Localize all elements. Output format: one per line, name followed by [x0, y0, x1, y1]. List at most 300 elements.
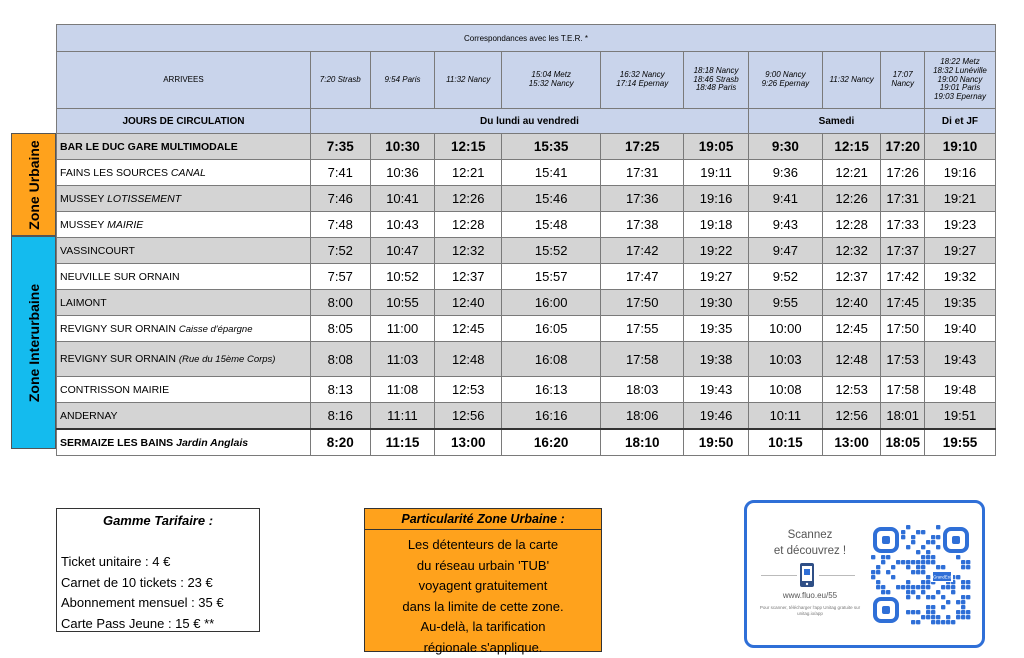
departure-time: 11:15: [370, 429, 435, 456]
days-weekday: Du lundi au vendredi: [310, 109, 748, 134]
arrival-line: 7:20 Strasb: [311, 76, 370, 85]
arrival-line: 9:00 Nancy: [749, 71, 822, 80]
qr-badge: GrandEst: [933, 575, 952, 580]
departure-time: 19:51: [924, 403, 995, 430]
qr-module: [966, 615, 970, 619]
departure-time: 7:46: [310, 186, 370, 212]
qr-module: [936, 615, 940, 619]
qr-module: [926, 595, 930, 599]
departure-time: 19:43: [924, 342, 995, 377]
departure-time: 7:52: [310, 238, 370, 264]
departure-time: 12:37: [822, 264, 881, 290]
departure-time: 12:40: [435, 290, 502, 316]
qr-module: [921, 555, 925, 559]
arrival-line: 18:46 Strasb: [684, 76, 748, 85]
stop-name-cell: [57, 160, 311, 186]
qr-scan-line: et découvrez !: [755, 543, 865, 559]
zone-interurbaine-label: Zone Interurbaine: [26, 283, 42, 401]
qr-module: [921, 580, 925, 584]
stop-row: [57, 212, 996, 238]
departure-time: 12:26: [435, 186, 502, 212]
qr-module: [961, 600, 965, 604]
qr-module: [886, 570, 890, 574]
stop-name-cell: [57, 290, 311, 316]
qr-module: [931, 560, 935, 564]
qr-module: [966, 610, 970, 614]
stop-name-cell: [57, 212, 311, 238]
qr-module: [951, 590, 955, 594]
departure-time: 19:27: [924, 238, 995, 264]
departure-time: 19:43: [684, 377, 749, 403]
departure-time: 12:28: [435, 212, 502, 238]
phone-icon: [798, 562, 816, 588]
qr-module: [956, 555, 960, 559]
stop-row: [57, 429, 996, 456]
departure-time: 10:08: [748, 377, 822, 403]
departure-time: 7:57: [310, 264, 370, 290]
qr-card[interactable]: [744, 500, 985, 648]
arrivees-label: ARRIVEES: [57, 52, 311, 109]
qr-module: [931, 620, 935, 624]
qr-module: [886, 555, 890, 559]
qr-module: [941, 620, 945, 624]
departure-time: 15:48: [502, 212, 601, 238]
departure-time: 8:08: [310, 342, 370, 377]
departure-time: 11:00: [370, 316, 435, 342]
stop-name: MUSSEY: [60, 193, 104, 205]
arrival-line: 17:14 Epernay: [601, 80, 683, 89]
arrival-cell: [881, 52, 925, 109]
header-arrivals-row: [57, 52, 996, 109]
departure-time: 17:47: [601, 264, 684, 290]
qr-module: [936, 535, 940, 539]
particularite-title: Particularité Zone Urbaine :: [365, 509, 601, 530]
departure-time: 12:53: [435, 377, 502, 403]
departure-time: 13:00: [435, 429, 502, 456]
departure-time: 16:05: [502, 316, 601, 342]
qr-module: [931, 615, 935, 619]
qr-module: [916, 570, 920, 574]
qr-module: [901, 585, 905, 589]
qr-module: [951, 585, 955, 589]
departure-time: 11:11: [370, 403, 435, 430]
qr-module: [966, 595, 970, 599]
arrival-line: Nancy: [881, 80, 924, 89]
departure-time: 11:08: [370, 377, 435, 403]
qr-module: [936, 545, 940, 549]
arrival-cell: [684, 52, 749, 109]
qr-module: [921, 560, 925, 564]
qr-module: [936, 525, 940, 529]
departure-time: 17:38: [601, 212, 684, 238]
qr-module: [916, 550, 920, 554]
qr-module: [886, 590, 890, 594]
qr-module: [911, 570, 915, 574]
qr-module: [961, 560, 965, 564]
stop-name-cell: [57, 186, 311, 212]
departure-time: 19:46: [684, 403, 749, 430]
departure-time: 9:47: [748, 238, 822, 264]
arrival-line: 17:07: [881, 71, 924, 80]
departure-time: 12:15: [822, 134, 881, 160]
arrival-line: 18:22 Metz: [925, 58, 995, 67]
days-saturday: Samedi: [748, 109, 924, 134]
departure-time: 19:18: [684, 212, 749, 238]
arrival-cell: [924, 52, 995, 109]
departure-time: 8:05: [310, 316, 370, 342]
departure-time: 17:31: [881, 186, 925, 212]
arrival-line: 19:00 Nancy: [925, 76, 995, 85]
stop-suffix: (Rue du 15ème Corps): [179, 354, 276, 365]
tarif-line: Abonnement mensuel : 35 €: [61, 593, 224, 614]
departure-time: 9:52: [748, 264, 822, 290]
departure-time: 17:37: [881, 238, 925, 264]
qr-module: [916, 560, 920, 564]
tarif-line: Carte Pass Jeune : 15 € **: [61, 614, 224, 635]
qr-module: [926, 580, 930, 584]
divider: [819, 575, 855, 576]
timetable: [56, 24, 996, 456]
departure-time: 17:50: [601, 290, 684, 316]
qr-module: [881, 560, 885, 564]
divider: [761, 575, 797, 576]
departure-time: 19:55: [924, 429, 995, 456]
departure-time: 15:41: [502, 160, 601, 186]
stop-row: [57, 377, 996, 403]
qr-module: [881, 585, 885, 589]
qr-module: [916, 530, 920, 534]
stop-name-cell: [57, 342, 311, 377]
departure-time: 12:32: [435, 238, 502, 264]
qr-module: [956, 615, 960, 619]
qr-module: [921, 570, 925, 574]
qr-module: [921, 545, 925, 549]
particularite-line: du réseau urbain 'TUB': [365, 556, 601, 577]
departure-time: 7:41: [310, 160, 370, 186]
departure-time: 12:48: [435, 342, 502, 377]
qr-module: [906, 565, 910, 569]
qr-module: [921, 585, 925, 589]
qr-module: [926, 585, 930, 589]
stop-name: NEUVILLE SUR ORNAIN: [60, 271, 180, 283]
header-days-row: [57, 109, 996, 134]
departure-time: 19:16: [924, 160, 995, 186]
stop-name: SERMAIZE LES BAINS: [60, 437, 173, 449]
departure-time: 10:00: [748, 316, 822, 342]
qr-module: [926, 540, 930, 544]
qr-module: [941, 565, 945, 569]
departure-time: 9:36: [748, 160, 822, 186]
qr-module: [911, 620, 915, 624]
qr-module: [951, 620, 955, 624]
qr-module: [936, 565, 940, 569]
stop-row: [57, 403, 996, 430]
days-sunday: Di et JF: [924, 109, 995, 134]
qr-module: [961, 585, 965, 589]
departure-time: 8:20: [310, 429, 370, 456]
qr-module: [926, 610, 930, 614]
stop-row: [57, 342, 996, 377]
departure-time: 19:10: [924, 134, 995, 160]
departure-time: 8:00: [310, 290, 370, 316]
qr-module: [911, 560, 915, 564]
departure-time: 9:30: [748, 134, 822, 160]
qr-module: [906, 595, 910, 599]
departure-time: 19:32: [924, 264, 995, 290]
departure-time: 17:58: [881, 377, 925, 403]
qr-module: [901, 530, 905, 534]
arrival-line: 18:18 Nancy: [684, 67, 748, 76]
tarif-line: Carnet de 10 tickets : 23 €: [61, 573, 224, 594]
qr-module: [966, 585, 970, 589]
qr-module: [911, 585, 915, 589]
qr-module: [926, 605, 930, 609]
departure-time: 19:48: [924, 377, 995, 403]
departure-time: 12:32: [822, 238, 881, 264]
particularite-box: [364, 508, 602, 652]
departure-time: 15:35: [502, 134, 601, 160]
departure-time: 19:22: [684, 238, 749, 264]
arrival-line: 19:03 Epernay: [925, 93, 995, 102]
qr-module: [891, 575, 895, 579]
stop-name: VASSINCOURT: [60, 245, 135, 257]
qr-module: [876, 570, 880, 574]
departure-time: 10:11: [748, 403, 822, 430]
qr-module: [946, 585, 950, 589]
departure-time: 17:31: [601, 160, 684, 186]
departure-time: 10:15: [748, 429, 822, 456]
qr-module: [871, 570, 875, 574]
stop-name-cell: [57, 316, 311, 342]
qr-module: [941, 605, 945, 609]
stop-name-cell: [57, 403, 311, 430]
arrival-line: 18:48 Paris: [684, 84, 748, 93]
qr-url[interactable]: www.fluo.eu/55: [755, 591, 865, 600]
particularite-line: voyagent gratuitement: [365, 576, 601, 597]
departure-time: 12:21: [435, 160, 502, 186]
departure-time: 10:52: [370, 264, 435, 290]
departure-time: 10:03: [748, 342, 822, 377]
qr-module: [911, 610, 915, 614]
qr-module: [961, 615, 965, 619]
qr-module: [956, 610, 960, 614]
qr-module: [916, 565, 920, 569]
arrival-cell: [310, 52, 370, 109]
stop-suffix: MAIRIE: [107, 219, 143, 231]
departure-time: 18:01: [881, 403, 925, 430]
qr-module: [876, 585, 880, 589]
qr-module: [931, 540, 935, 544]
departure-time: 9:43: [748, 212, 822, 238]
departure-time: 16:20: [502, 429, 601, 456]
arrival-line: 11:32 Nancy: [823, 76, 881, 85]
departure-time: 16:16: [502, 403, 601, 430]
stop-name: LAIMONT: [60, 297, 107, 309]
qr-module: [966, 560, 970, 564]
qr-module: [926, 615, 930, 619]
stop-name-cell: [57, 134, 311, 160]
qr-module: [896, 585, 900, 589]
tarif-title: Gamme Tarifaire :: [57, 513, 259, 528]
arrival-cell: [502, 52, 601, 109]
qr-module: [931, 535, 935, 539]
qr-module: [911, 540, 915, 544]
particularite-line: régionale s'applique.: [365, 638, 601, 658]
stop-row: [57, 290, 996, 316]
departure-time: 17:50: [881, 316, 925, 342]
departure-time: 13:00: [822, 429, 881, 456]
qr-module: [881, 590, 885, 594]
departure-time: 12:26: [822, 186, 881, 212]
qr-scan-line: Scannez: [755, 527, 865, 543]
qr-module: [901, 535, 905, 539]
qr-module: [901, 560, 905, 564]
stop-name-cell: [57, 238, 311, 264]
departure-time: 19:40: [924, 316, 995, 342]
departure-time: 12:45: [435, 316, 502, 342]
stop-name: REVIGNY SUR ORNAIN: [60, 353, 176, 365]
stop-suffix: Caisse d'épargne: [179, 324, 253, 335]
qr-module: [921, 590, 925, 594]
stop-name: BAR LE DUC GARE MULTIMODALE: [60, 141, 238, 153]
departure-time: 12:45: [822, 316, 881, 342]
qr-module: [966, 580, 970, 584]
stop-row: [57, 316, 996, 342]
qr-module: [906, 580, 910, 584]
departure-time: 11:03: [370, 342, 435, 377]
departure-time: 17:58: [601, 342, 684, 377]
qr-module: [941, 595, 945, 599]
qr-module: [931, 605, 935, 609]
departure-time: 9:41: [748, 186, 822, 212]
departure-time: 17:42: [881, 264, 925, 290]
tarif-box: [56, 508, 260, 632]
qr-module: [906, 545, 910, 549]
stop-suffix: CANAL: [171, 167, 206, 179]
arrival-cell: [601, 52, 684, 109]
departure-time: 17:42: [601, 238, 684, 264]
stop-name: REVIGNY SUR ORNAIN: [60, 323, 176, 335]
stop-name-cell: [57, 264, 311, 290]
qr-module: [876, 580, 880, 584]
jours-label: JOURS DE CIRCULATION: [57, 109, 311, 134]
zone-urbaine-label: Zone Urbaine: [26, 140, 42, 229]
qr-module: [916, 595, 920, 599]
departure-time: 15:52: [502, 238, 601, 264]
zone-urbaine-band: [11, 133, 56, 236]
arrival-line: 19:01 Paris: [925, 84, 995, 93]
departure-time: 10:43: [370, 212, 435, 238]
departure-time: 10:41: [370, 186, 435, 212]
departure-time: 10:47: [370, 238, 435, 264]
departure-time: 17:55: [601, 316, 684, 342]
qr-module: [921, 565, 925, 569]
stop-suffix: Jardin Anglais: [176, 437, 248, 449]
departure-time: 19:35: [924, 290, 995, 316]
qr-module: [946, 620, 950, 624]
qr-module: [916, 585, 920, 589]
qr-module: [961, 580, 965, 584]
departure-time: 18:03: [601, 377, 684, 403]
departure-time: 8:16: [310, 403, 370, 430]
departure-time: 15:57: [502, 264, 601, 290]
arrival-line: 18:32 Lunéville: [925, 67, 995, 76]
departure-time: 19:30: [684, 290, 749, 316]
qr-module: [936, 620, 940, 624]
arrival-line: 15:32 Nancy: [502, 80, 600, 89]
departure-time: 12:56: [435, 403, 502, 430]
qr-module: [911, 590, 915, 594]
departure-time: 7:48: [310, 212, 370, 238]
departure-time: 19:21: [924, 186, 995, 212]
qr-module: [941, 585, 945, 589]
departure-time: 17:53: [881, 342, 925, 377]
stop-row: [57, 238, 996, 264]
particularite-line: dans la limite de cette zone.: [365, 597, 601, 618]
arrival-line: 11:32 Nancy: [435, 76, 501, 85]
qr-module: [921, 615, 925, 619]
stop-row: [57, 160, 996, 186]
qr-module: [906, 610, 910, 614]
departure-time: 9:55: [748, 290, 822, 316]
departure-time: 12:28: [822, 212, 881, 238]
qr-module: [881, 555, 885, 559]
departure-time: 19:23: [924, 212, 995, 238]
qr-module: [906, 590, 910, 594]
departure-time: 12:40: [822, 290, 881, 316]
qr-module: [926, 550, 930, 554]
qr-module: [931, 555, 935, 559]
qr-module: [926, 555, 930, 559]
arrival-line: 16:32 Nancy: [601, 71, 683, 80]
qr-module: [871, 555, 875, 559]
departure-time: 19:38: [684, 342, 749, 377]
qr-code-icon[interactable]: [871, 525, 971, 625]
departure-time: 19:11: [684, 160, 749, 186]
qr-module: [906, 525, 910, 529]
qr-module: [946, 600, 950, 604]
departure-time: 12:15: [435, 134, 502, 160]
stop-name-cell: [57, 377, 311, 403]
particularite-line: Les détenteurs de la carte: [365, 535, 601, 556]
departure-time: 16:00: [502, 290, 601, 316]
stop-name-cell: [57, 429, 311, 456]
departure-time: 17:20: [881, 134, 925, 160]
departure-time: 10:55: [370, 290, 435, 316]
departure-time: 17:26: [881, 160, 925, 186]
qr-module: [916, 610, 920, 614]
stop-row: [57, 186, 996, 212]
qr-module: [906, 560, 910, 564]
departure-time: 19:16: [684, 186, 749, 212]
particularite-line: Au-delà, la tarification: [365, 617, 601, 638]
arrival-line: 9:26 Epernay: [749, 80, 822, 89]
qr-module: [961, 605, 965, 609]
stop-name: ANDERNAY: [60, 410, 118, 422]
stop-name: MUSSEY: [60, 219, 104, 231]
zone-interurbaine-band: [11, 236, 56, 449]
qr-module: [871, 575, 875, 579]
qr-module: [926, 560, 930, 564]
qr-module: [956, 575, 960, 579]
departure-time: 15:46: [502, 186, 601, 212]
departure-time: 12:53: [822, 377, 881, 403]
qr-module: [961, 565, 965, 569]
qr-module: [921, 530, 925, 534]
departure-time: 19:50: [684, 429, 749, 456]
departure-time: 19:35: [684, 316, 749, 342]
departure-time: 17:45: [881, 290, 925, 316]
